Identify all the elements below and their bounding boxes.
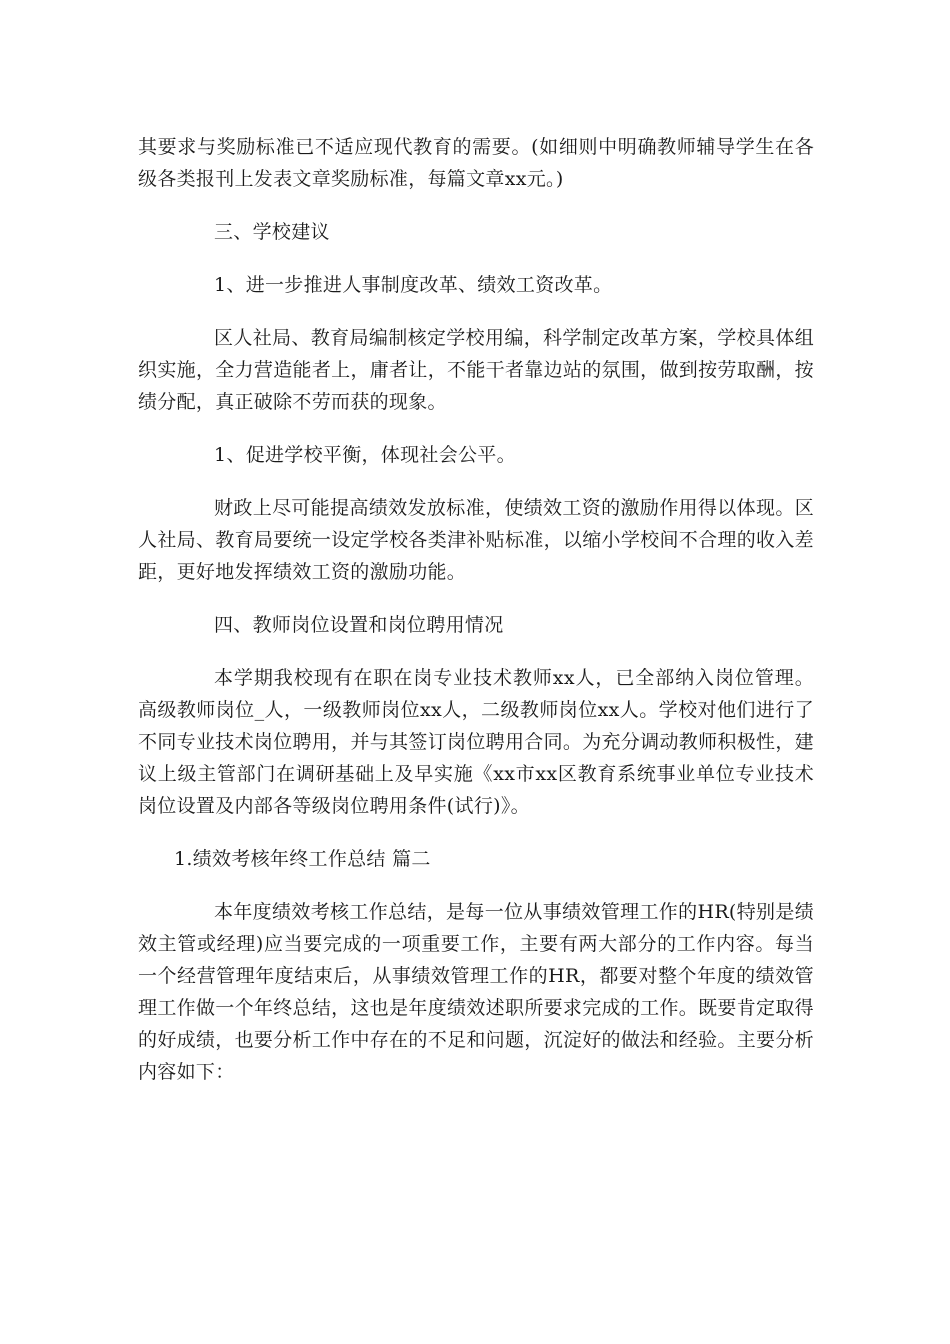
heading-year-end-summary: 1.绩效考核年终工作总结 篇二 xyxy=(174,848,431,870)
heading-school-suggestions: 三、学校建议 xyxy=(214,221,330,243)
paragraph-personnel-reform: 区人社局、教育局编制核定学校用编，科学制定改革方案，学校具体组织实施，全力营造能者上，庸者让，不能干者靠边站的氛围，做到按劳取酬，按绩分配，真正破除不劳而获的现象。 xyxy=(138,327,814,413)
paragraph-reward-standard: 其要求与奖励标准已不适应现代教育的需要。(如细则中明确教师辅导学生在各级各类报刊上发表文章奖励标准，每篇文章xx元。) xyxy=(138,136,814,190)
heading-teacher-positions: 四、教师岗位设置和岗位聘用情况 xyxy=(214,614,504,636)
subheading-personnel-reform: 1、进一步推进人事制度改革、绩效工资改革。 xyxy=(214,274,613,296)
subheading-school-balance: 1、促进学校平衡，体现社会公平。 xyxy=(214,444,516,466)
paragraph-teacher-positions: 本学期我校现有在职在岗专业技术教师xx人，已全部纳入岗位管理。高级教师岗位_人，一级教师岗位xx人，二级教师岗位xx人。学校对他们进行了不同专业技术岗位聘用，并与其签订岗位聘用合同。为充分调动教师积极性，建议上级主管部门在调研基础上及早实施《xx市xx区教育系统事业单位专业技术岗位设置及内部各等级岗位聘用条件(试行)》。 xyxy=(138,667,814,817)
paragraph-school-balance: 财政上尽可能提高绩效发放标准，使绩效工资的激励作用得以体现。区人社局、教育局要统一设定学校各类津补贴标准，以缩小学校间不合理的收入差距，更好地发挥绩效工资的激励功能。 xyxy=(138,497,814,583)
document-body xyxy=(138,131,814,1088)
paragraph-year-end-summary: 本年度绩效考核工作总结，是每一位从事绩效管理工作的HR(特别是绩效主管或经理)应当要完成的一项重要工作，主要有两大部分的工作内容。每当一个经营管理年度结束后，从事绩效管理工作的HR，都要对整个年度的绩效管理工作做一个年终总结，这也是年度绩效述职所要求完成的工作。既要肯定取得的好成绩，也要分析工作中存在的不足和问题，沉淀好的做法和经验。主要分析内容如下： xyxy=(138,901,814,1083)
